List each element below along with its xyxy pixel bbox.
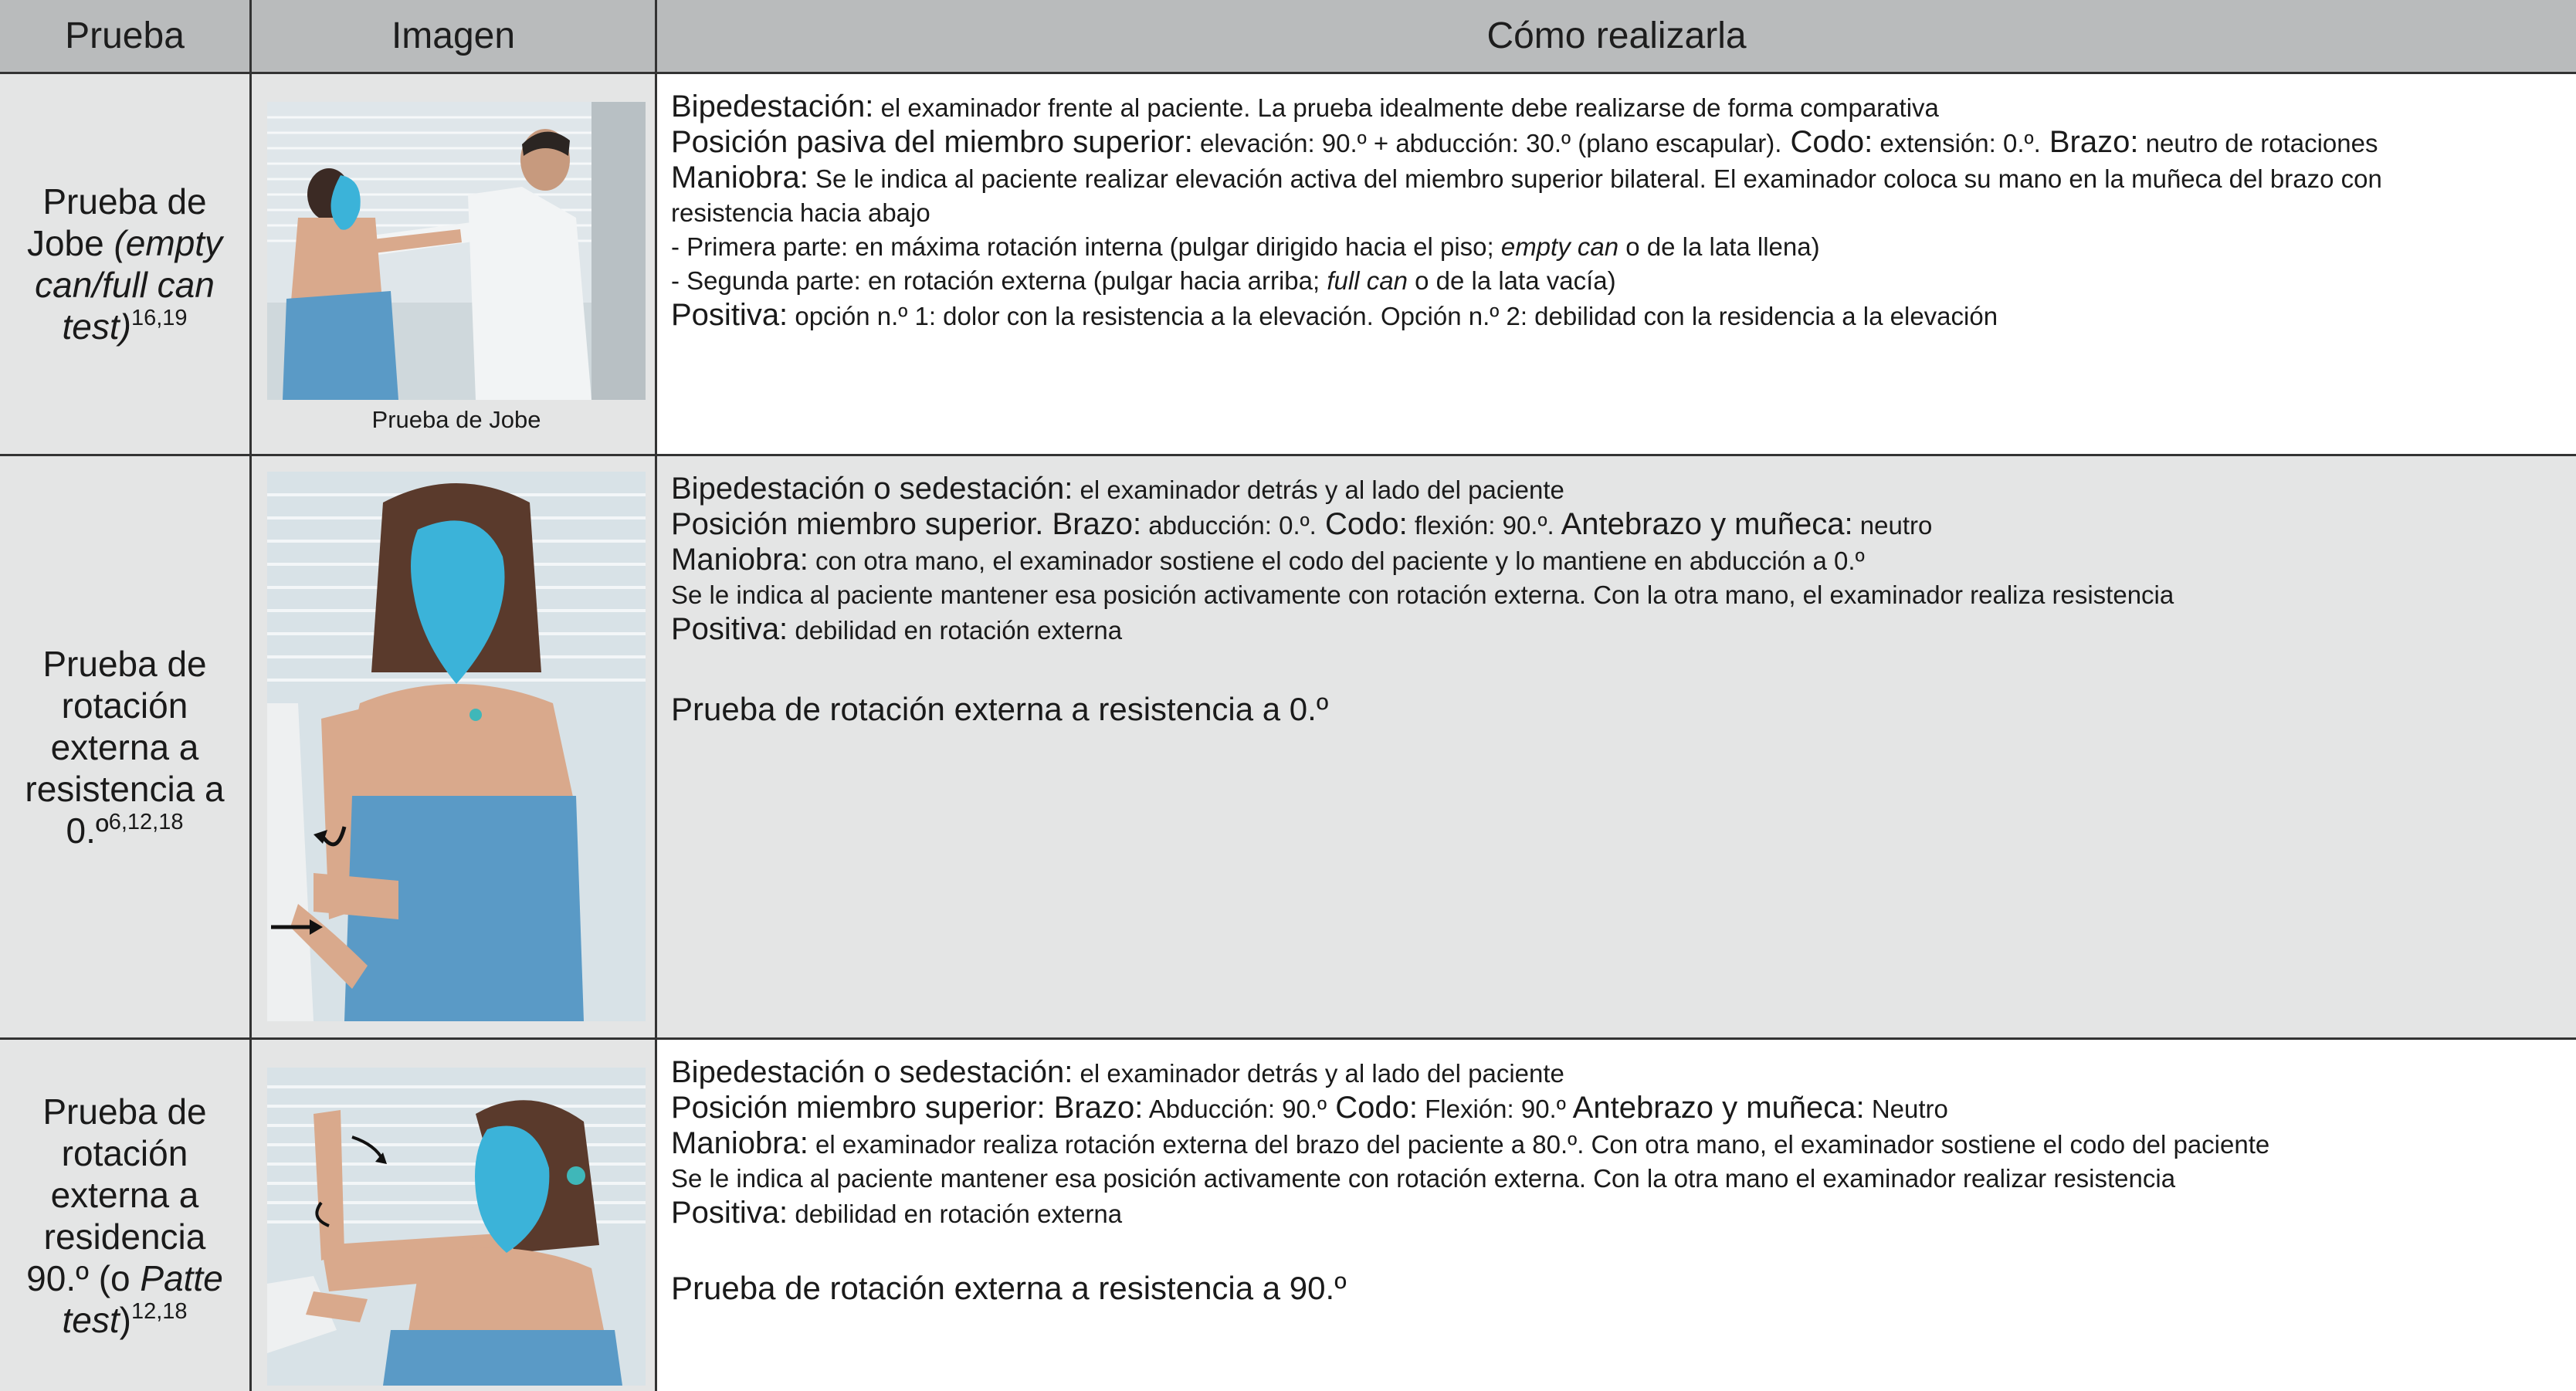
row1-line-primera-parte: - Primera parte: en máxima rotación interna (pulgar dirigido hacia el piso; empty can o de la lata llena) (671, 232, 1820, 261)
row1-description (657, 74, 2576, 456)
row1-line-bipedestacion: Bipedestación: el examinador frente al paciente. La prueba idealmente debe realizarse de forma comparativa (671, 90, 1939, 124)
row3-line-maniobra: Maniobra: el examinador realiza rotación externa del brazo del paciente a 80.º. Con otra mano, el examinador sostiene el codo del paciente (671, 1126, 2270, 1160)
row2-line-positiva: Positiva: debilidad en rotación externa (671, 612, 1123, 646)
external-rotation-0-drawing (267, 472, 646, 1021)
row1-line-segunda-parte: - Segunda parte: en rotación externa (pulgar hacia arriba; full can o de la lata vacía) (671, 266, 1616, 295)
row2-figure-caption: Prueba de rotación externa a resistencia a 0.º (671, 691, 1329, 727)
external-rotation-90-photo (267, 1068, 646, 1386)
row1-line-positiva: Positiva: opción n.º 1: dolor con la resistencia a la elevación. Opción n.º 2: debilidad con la residencia a la elevación (671, 298, 1998, 332)
row3-image-cell (252, 1040, 657, 1391)
row1-test-name: Prueba de Jobe (empty can/full can test)$^{16,19}$ (0, 74, 252, 456)
header-imagen: Imagen (252, 0, 657, 74)
jobe-test-photo (267, 102, 646, 400)
row3-description (657, 1040, 2576, 1391)
row3-line-positiva: Positiva: debilidad en rotación externa (671, 1196, 1123, 1230)
header-prueba: Prueba (0, 0, 252, 74)
row3-line-maniobra-cont: Se le indica al paciente mantener esa posición activamente con rotación externa. Con la otra mano el examinador realizar resistencia (671, 1164, 2176, 1193)
jobe-photo-drawing (267, 102, 646, 400)
row2-image-cell (252, 456, 657, 1040)
jobe-photo-caption: Prueba de Jobe (371, 406, 541, 433)
row2-line-maniobra: Maniobra: con otra mano, el examinador sostiene el codo del paciente y lo mantiene en abducción a 0.º (671, 543, 1865, 577)
row2-line-posicion: Posición miembro superior. Brazo: abducción: 0.º. Codo: flexión: 90.º. Antebrazo y muñeca: neutro (671, 507, 1933, 541)
row2-line-bipedestacion: Bipedestación o sedestación: el examinador detrás y al lado del paciente (671, 472, 1564, 506)
row2-description (657, 456, 2576, 1040)
row3-line-posicion: Posición miembro superior: Brazo: Abducción: 90.º Codo: Flexión: 90.º Antebrazo y muñeca: Neutro (671, 1091, 1948, 1125)
row3-figure-caption: Prueba de rotación externa a resistencia a 90.º (671, 1270, 1347, 1306)
external-rotation-90-drawing (267, 1068, 646, 1386)
external-rotation-0-photo (267, 472, 646, 1021)
row1-image-cell (252, 74, 657, 456)
row1-line-posicion: Posición pasiva del miembro superior: elevación: 90.º + abducción: 30.º (plano escapular). Codo: extensión: 0.º. Brazo: neutro de rotaciones (671, 125, 2378, 159)
row3-line-bipedestacion: Bipedestación o sedestación: el examinador detrás y al lado del paciente (671, 1055, 1564, 1089)
row2-test-name: Prueba de rotación externa a resistencia a 0.º$^{6,12,18}$ (0, 456, 252, 1040)
row1-line-maniobra-cont: resistencia hacia abajo (671, 198, 930, 227)
row1-line-maniobra: Maniobra: Se le indica al paciente realizar elevación activa del miembro superior bilateral. El examinador coloca su mano en la muñeca del brazo con (671, 161, 2382, 195)
header-como-realizarla: Cómo realizarla (657, 0, 2576, 74)
row2-line-maniobra-cont: Se le indica al paciente mantener esa posición activamente con rotación externa. Con la otra mano, el examinador realiza resistencia (671, 580, 2174, 609)
row3-test-name: Prueba de rotación externa a residencia 90.º (o Patte test)$^{12,18}$ (0, 1040, 252, 1391)
